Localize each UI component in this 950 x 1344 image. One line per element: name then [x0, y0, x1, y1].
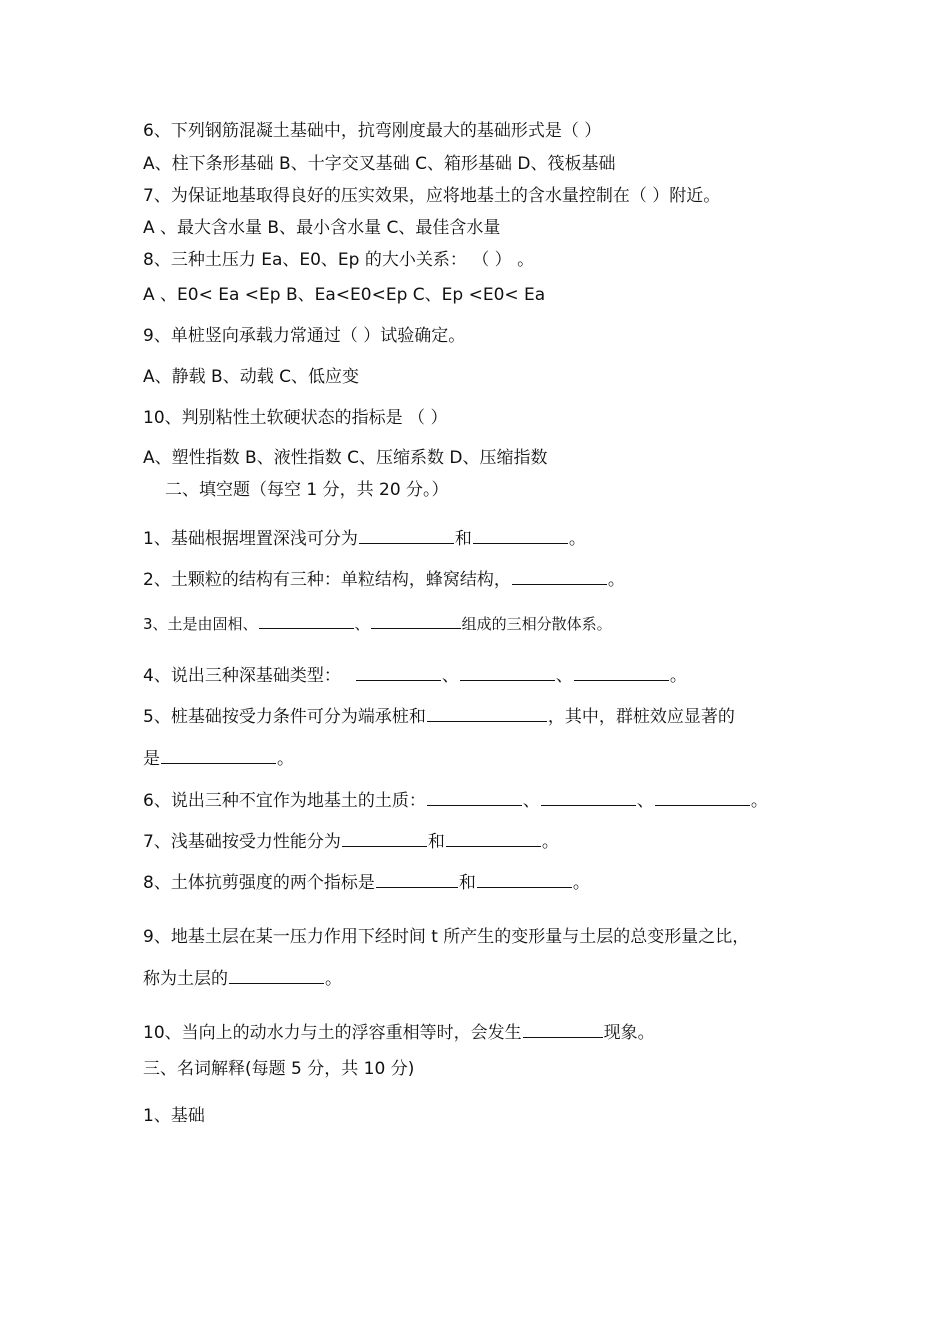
fill-question-10: [143, 1019, 655, 1045]
definition-question-1: 1、基础: [143, 1106, 205, 1126]
fill-question-7: [143, 828, 559, 854]
fill-question-2: [143, 566, 625, 592]
section-2-heading: 二、填空题（每空 1 分，共 20 分。）: [165, 480, 449, 500]
fill-question-5-continued: [143, 745, 294, 771]
fill-question-4: [143, 662, 687, 688]
answer-blank[interactable]: [473, 525, 568, 544]
fill-q5-cont-text: 是: [143, 749, 160, 769]
answer-blank[interactable]: [229, 965, 324, 984]
answer-blank[interactable]: [655, 787, 750, 806]
fill-q3-end: 组成的三相分散体系。: [461, 615, 612, 633]
answer-blank[interactable]: [359, 525, 454, 544]
fill-question-3: [143, 610, 612, 636]
answer-blank[interactable]: [574, 662, 669, 681]
answer-blank[interactable]: [427, 703, 547, 722]
answer-blank[interactable]: [523, 1019, 603, 1038]
fill-q9-end: 。: [325, 969, 342, 989]
fill-q10-text: 10、当向上的动水力与土的浮容重相等时，会发生: [143, 1023, 522, 1043]
answer-blank[interactable]: [460, 662, 555, 681]
fill-question-9-continued: [143, 965, 342, 991]
fill-q7-end: 。: [541, 832, 559, 852]
fill-q7-text: 7、浅基础按受力性能分为: [143, 832, 341, 852]
mc-question-10: 10、判别粘性土软硬状态的指标是 （ ）: [143, 408, 448, 428]
answer-blank[interactable]: [477, 869, 572, 888]
fill-q4-text: 4、说出三种深基础类型：: [143, 666, 341, 686]
answer-blank[interactable]: [161, 745, 276, 764]
answer-blank[interactable]: [541, 787, 636, 806]
fill-question-5: [143, 703, 735, 729]
fill-q2-text: 2、土颗粒的结构有三种：单粒结构，蜂窝结构，: [143, 570, 511, 590]
fill-q6-text: 6、说出三种不宜作为地基土的土质：: [143, 791, 426, 811]
fill-question-1: [143, 525, 586, 551]
fill-q1-end: 。: [568, 529, 586, 549]
mc-question-9: 9、单桩竖向承载力常通过（ ）试验确定。: [143, 326, 466, 346]
fill-q6-sep2: 、: [636, 791, 654, 811]
fill-q8-end: 。: [572, 873, 590, 893]
answer-blank[interactable]: [342, 828, 427, 847]
fill-q9-cont-text: 称为土层的: [143, 969, 228, 989]
fill-q2-end: 。: [607, 570, 625, 590]
answer-blank[interactable]: [446, 828, 541, 847]
fill-q3-sep: 、: [354, 615, 370, 633]
fill-q6-end: 。: [750, 791, 768, 811]
fill-question-9: 9、地基土层在某一压力作用下经时间 t 所产生的变形量与土层的总变形量之比，: [143, 927, 750, 947]
mc-question-8-options: A 、E0< Ea <Ep B、Ea<E0<Ep C、Ep <E0< Ea: [143, 285, 546, 305]
fill-q8-connector: 和: [458, 873, 476, 893]
fill-q5-end: 。: [277, 749, 294, 769]
fill-q1-connector: 和: [454, 529, 472, 549]
mc-question-6-options: A、柱下条形基础 B、十字交叉基础 C、箱形基础 D、筏板基础: [143, 154, 616, 174]
fill-q7-connector: 和: [427, 832, 445, 852]
mc-question-6: 6、下列钢筋混凝土基础中，抗弯刚度最大的基础形式是（ ）: [143, 121, 602, 141]
answer-blank[interactable]: [259, 610, 354, 629]
fill-q1-text: 1、基础根据埋置深浅可分为: [143, 529, 358, 549]
fill-q6-sep1: 、: [522, 791, 540, 811]
answer-blank[interactable]: [376, 869, 458, 888]
fill-q3-text: 3、土是由固相、: [143, 615, 258, 633]
fill-q8-text: 8、土体抗剪强度的两个指标是: [143, 873, 375, 893]
answer-blank[interactable]: [427, 787, 522, 806]
fill-question-8: [143, 869, 590, 895]
fill-q4-end: 。: [669, 666, 687, 686]
mc-question-8: 8、三种土压力 Ea、E0、Ep 的大小关系： （ ） 。: [143, 250, 535, 270]
fill-q5-middle: ，其中，群桩效应显著的: [547, 707, 735, 727]
answer-blank[interactable]: [512, 566, 607, 585]
mc-question-9-options: A、静载 B、动载 C、低应变: [143, 367, 359, 387]
section-3-heading: 三、名词解释(每题 5 分，共 10 分): [143, 1059, 415, 1079]
fill-q5-text: 5、桩基础按受力条件可分为端承桩和: [143, 707, 426, 727]
fill-q10-end: 现象。: [603, 1023, 655, 1043]
mc-question-7-options: A 、最大含水量 B、最小含水量 C、最佳含水量: [143, 218, 501, 238]
mc-question-7: 7、为保证地基取得良好的压实效果，应将地基土的含水量控制在（ ）附近。: [143, 186, 721, 206]
fill-q4-sep1: 、: [441, 666, 459, 686]
fill-q4-sep2: 、: [555, 666, 573, 686]
answer-blank[interactable]: [371, 610, 461, 629]
answer-blank[interactable]: [356, 662, 441, 681]
mc-question-10-options: A、塑性指数 B、液性指数 C、压缩系数 D、压缩指数: [143, 448, 548, 468]
fill-question-6: [143, 787, 768, 813]
